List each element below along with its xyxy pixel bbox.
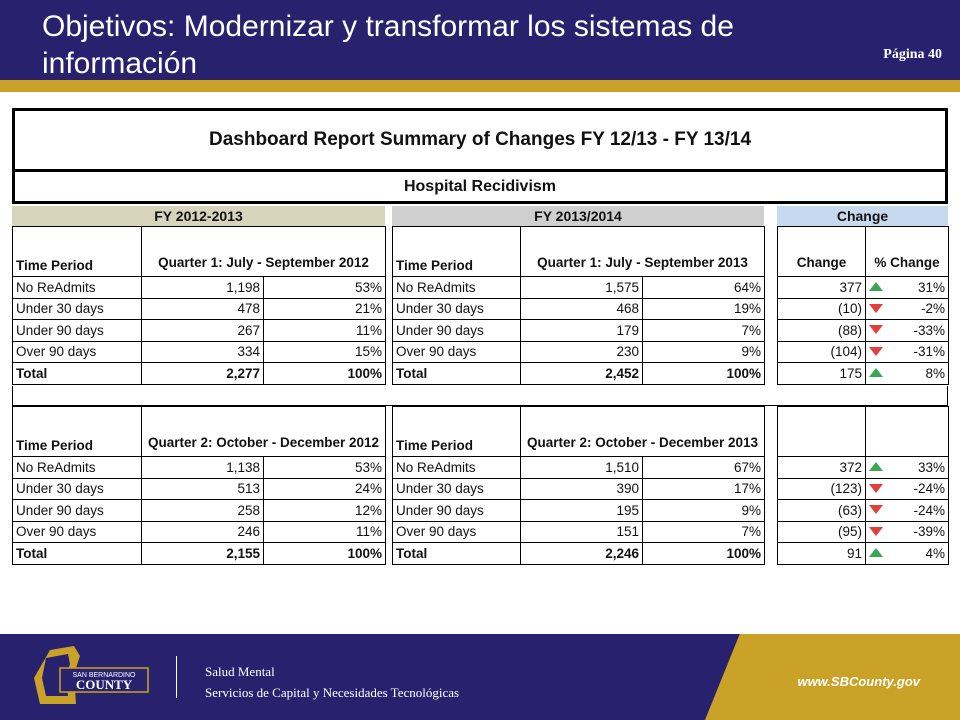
logo-text-county: COUNTY bbox=[75, 677, 133, 692]
footer-website-link[interactable]: www.SBCounty.gov bbox=[797, 674, 920, 689]
band-fy-2013-2014: FY 2013/2014 bbox=[392, 206, 764, 226]
change-cell: 175 bbox=[778, 363, 866, 385]
row-label: Total bbox=[13, 543, 142, 565]
count-cell: 1,198 bbox=[142, 277, 264, 299]
table-row bbox=[778, 363, 949, 385]
down-arrow-icon bbox=[869, 505, 883, 514]
count-cell: 2,246 bbox=[521, 543, 643, 565]
count-cell: 179 bbox=[521, 320, 643, 342]
table-row bbox=[393, 320, 765, 342]
q2-change-table bbox=[777, 406, 949, 565]
down-arrow-icon bbox=[869, 484, 883, 493]
table-row bbox=[393, 521, 765, 543]
count-cell: 246 bbox=[142, 521, 264, 543]
row-label: Under 90 days bbox=[13, 500, 142, 522]
time-period-header: Time Period bbox=[393, 407, 521, 457]
quarter-header: Quarter 1: July - September 2012 bbox=[142, 227, 386, 277]
percent-cell: 100% bbox=[643, 543, 765, 565]
pct-change-cell bbox=[866, 543, 949, 565]
county-logo bbox=[30, 644, 150, 710]
up-arrow-icon bbox=[869, 462, 883, 471]
count-cell: 267 bbox=[142, 320, 264, 342]
table-row bbox=[13, 298, 386, 320]
pct-change-value: -24% bbox=[913, 481, 945, 497]
table-row bbox=[778, 457, 949, 479]
footer-division: Servicios de Capital y Necesidades Tecnológicas bbox=[205, 685, 460, 700]
down-arrow-icon bbox=[869, 304, 883, 313]
row-label: Total bbox=[393, 363, 521, 385]
pct-change-value: -24% bbox=[913, 502, 945, 518]
change-cell: (10) bbox=[778, 298, 866, 320]
count-cell: 2,155 bbox=[142, 543, 264, 565]
table-row bbox=[393, 277, 765, 299]
count-cell: 195 bbox=[521, 500, 643, 522]
q2-fy2012-table bbox=[12, 406, 386, 565]
table-row bbox=[778, 500, 949, 522]
table-row bbox=[393, 543, 765, 565]
footer-department: Salud Mental bbox=[205, 664, 275, 679]
down-arrow-icon bbox=[869, 325, 883, 334]
count-cell: 1,138 bbox=[142, 457, 264, 479]
percent-cell: 12% bbox=[264, 500, 386, 522]
percent-cell: 24% bbox=[264, 478, 386, 500]
q1-fy2013-table bbox=[392, 226, 765, 385]
header-accent-bar bbox=[0, 80, 960, 92]
percent-cell: 17% bbox=[643, 478, 765, 500]
pct-change-value: -39% bbox=[913, 524, 945, 540]
percent-cell: 53% bbox=[264, 277, 386, 299]
percent-cell: 11% bbox=[264, 320, 386, 342]
pct-change-cell bbox=[866, 298, 949, 320]
table-row bbox=[778, 320, 949, 342]
count-cell: 2,452 bbox=[521, 363, 643, 385]
row-label: Under 30 days bbox=[393, 298, 521, 320]
percent-cell: 7% bbox=[643, 521, 765, 543]
up-arrow-icon bbox=[869, 368, 883, 377]
pct-change-cell bbox=[866, 320, 949, 342]
percent-cell: 100% bbox=[264, 543, 386, 565]
change-cell: (63) bbox=[778, 500, 866, 522]
down-arrow-icon bbox=[869, 527, 883, 536]
count-cell: 2,277 bbox=[142, 363, 264, 385]
quarter-header: Quarter 2: October - December 2012 bbox=[142, 407, 386, 457]
change-cell: 372 bbox=[778, 457, 866, 479]
table-row bbox=[13, 341, 386, 363]
q1-fy2012-table bbox=[12, 226, 386, 385]
table-row bbox=[13, 478, 386, 500]
row-label: No ReAdmits bbox=[393, 277, 521, 299]
pct-change-value: -2% bbox=[920, 301, 945, 317]
change-cell: (88) bbox=[778, 320, 866, 342]
pct-change-value: 8% bbox=[925, 365, 945, 381]
band-fy-2012-2013: FY 2012-2013 bbox=[12, 206, 385, 226]
pct-change-cell bbox=[866, 500, 949, 522]
table-row bbox=[393, 457, 765, 479]
percent-cell: 11% bbox=[264, 521, 386, 543]
count-cell: 1,510 bbox=[521, 457, 643, 479]
table-row bbox=[13, 363, 386, 385]
table-row bbox=[13, 521, 386, 543]
row-label: No ReAdmits bbox=[13, 277, 142, 299]
row-label: Under 90 days bbox=[393, 500, 521, 522]
row-label: Over 90 days bbox=[13, 341, 142, 363]
change-cell: (123) bbox=[778, 478, 866, 500]
table-row bbox=[778, 478, 949, 500]
table-row bbox=[13, 543, 386, 565]
table-row bbox=[778, 543, 949, 565]
time-period-header: Time Period bbox=[13, 407, 142, 457]
change-header: Change bbox=[778, 227, 866, 277]
percent-cell: 9% bbox=[643, 341, 765, 363]
quarter-header: Quarter 2: October - December 2013 bbox=[521, 407, 765, 457]
percent-cell: 15% bbox=[264, 341, 386, 363]
row-label: Over 90 days bbox=[393, 521, 521, 543]
row-label: Under 90 days bbox=[13, 320, 142, 342]
change-cell: 91 bbox=[778, 543, 866, 565]
percent-cell: 53% bbox=[264, 457, 386, 479]
row-label: Total bbox=[13, 363, 142, 385]
count-cell: 334 bbox=[142, 341, 264, 363]
row-label: Under 30 days bbox=[13, 478, 142, 500]
slide-footer bbox=[0, 634, 960, 720]
time-period-header: Time Period bbox=[13, 227, 142, 277]
table-row bbox=[393, 363, 765, 385]
pct-change-header-blank bbox=[866, 407, 949, 457]
pct-change-value: -33% bbox=[913, 322, 945, 338]
slide-header bbox=[0, 0, 960, 80]
pct-change-cell bbox=[866, 457, 949, 479]
quarter-separator bbox=[12, 386, 948, 406]
pct-change-value: -31% bbox=[913, 344, 945, 360]
row-label: Total bbox=[393, 543, 521, 565]
percent-cell: 67% bbox=[643, 457, 765, 479]
row-label: No ReAdmits bbox=[13, 457, 142, 479]
table-row bbox=[778, 521, 949, 543]
pct-change-header: % Change bbox=[866, 227, 949, 277]
table-row bbox=[778, 298, 949, 320]
row-label: Under 30 days bbox=[393, 478, 521, 500]
table-row bbox=[778, 341, 949, 363]
pct-change-cell bbox=[866, 341, 949, 363]
percent-cell: 9% bbox=[643, 500, 765, 522]
report-subtitle: Hospital Recidivism bbox=[12, 172, 948, 204]
table-row bbox=[778, 277, 949, 299]
dashboard-report bbox=[12, 108, 948, 574]
count-cell: 513 bbox=[142, 478, 264, 500]
pct-change-value: 4% bbox=[925, 545, 945, 561]
table-row bbox=[393, 341, 765, 363]
change-cell: (95) bbox=[778, 521, 866, 543]
percent-cell: 100% bbox=[643, 363, 765, 385]
slide-title: Objetivos: Modernizar y transformar los sistemas de información bbox=[42, 10, 734, 80]
change-cell: (104) bbox=[778, 341, 866, 363]
row-label: Over 90 days bbox=[13, 521, 142, 543]
table-row bbox=[393, 298, 765, 320]
pct-change-cell bbox=[866, 478, 949, 500]
count-cell: 1,575 bbox=[521, 277, 643, 299]
count-cell: 258 bbox=[142, 500, 264, 522]
up-arrow-icon bbox=[869, 282, 883, 291]
report-title: Dashboard Report Summary of Changes FY 12/13 - FY 13/14 bbox=[12, 108, 948, 172]
pct-change-value: 31% bbox=[917, 279, 945, 295]
change-header-blank bbox=[778, 407, 866, 457]
time-period-header: Time Period bbox=[393, 227, 521, 277]
table-row bbox=[13, 500, 386, 522]
band-change: Change bbox=[777, 206, 948, 226]
count-cell: 478 bbox=[142, 298, 264, 320]
row-label: Over 90 days bbox=[393, 341, 521, 363]
table-row bbox=[393, 478, 765, 500]
q2-fy2013-table bbox=[392, 406, 765, 565]
count-cell: 468 bbox=[521, 298, 643, 320]
percent-cell: 64% bbox=[643, 277, 765, 299]
percent-cell: 7% bbox=[643, 320, 765, 342]
table-row bbox=[13, 457, 386, 479]
row-label: No ReAdmits bbox=[393, 457, 521, 479]
percent-cell: 100% bbox=[264, 363, 386, 385]
table-row bbox=[13, 277, 386, 299]
pct-change-cell bbox=[866, 277, 949, 299]
change-cell: 377 bbox=[778, 277, 866, 299]
pct-change-cell bbox=[866, 363, 949, 385]
logo-text-top: SAN BERNARDINO bbox=[72, 672, 136, 679]
up-arrow-icon bbox=[869, 548, 883, 557]
percent-cell: 21% bbox=[264, 298, 386, 320]
count-cell: 151 bbox=[521, 521, 643, 543]
row-label: Under 30 days bbox=[13, 298, 142, 320]
pct-change-value: 33% bbox=[917, 459, 945, 475]
quarter-header: Quarter 1: July - September 2013 bbox=[521, 227, 765, 277]
q1-change-table bbox=[777, 226, 949, 385]
down-arrow-icon bbox=[869, 347, 883, 356]
count-cell: 390 bbox=[521, 478, 643, 500]
page-number: Página 40 bbox=[883, 47, 942, 62]
row-label: Under 90 days bbox=[393, 320, 521, 342]
table-row bbox=[13, 320, 386, 342]
percent-cell: 19% bbox=[643, 298, 765, 320]
pct-change-cell bbox=[866, 521, 949, 543]
table-row bbox=[393, 500, 765, 522]
count-cell: 230 bbox=[521, 341, 643, 363]
footer-divider bbox=[176, 656, 177, 698]
